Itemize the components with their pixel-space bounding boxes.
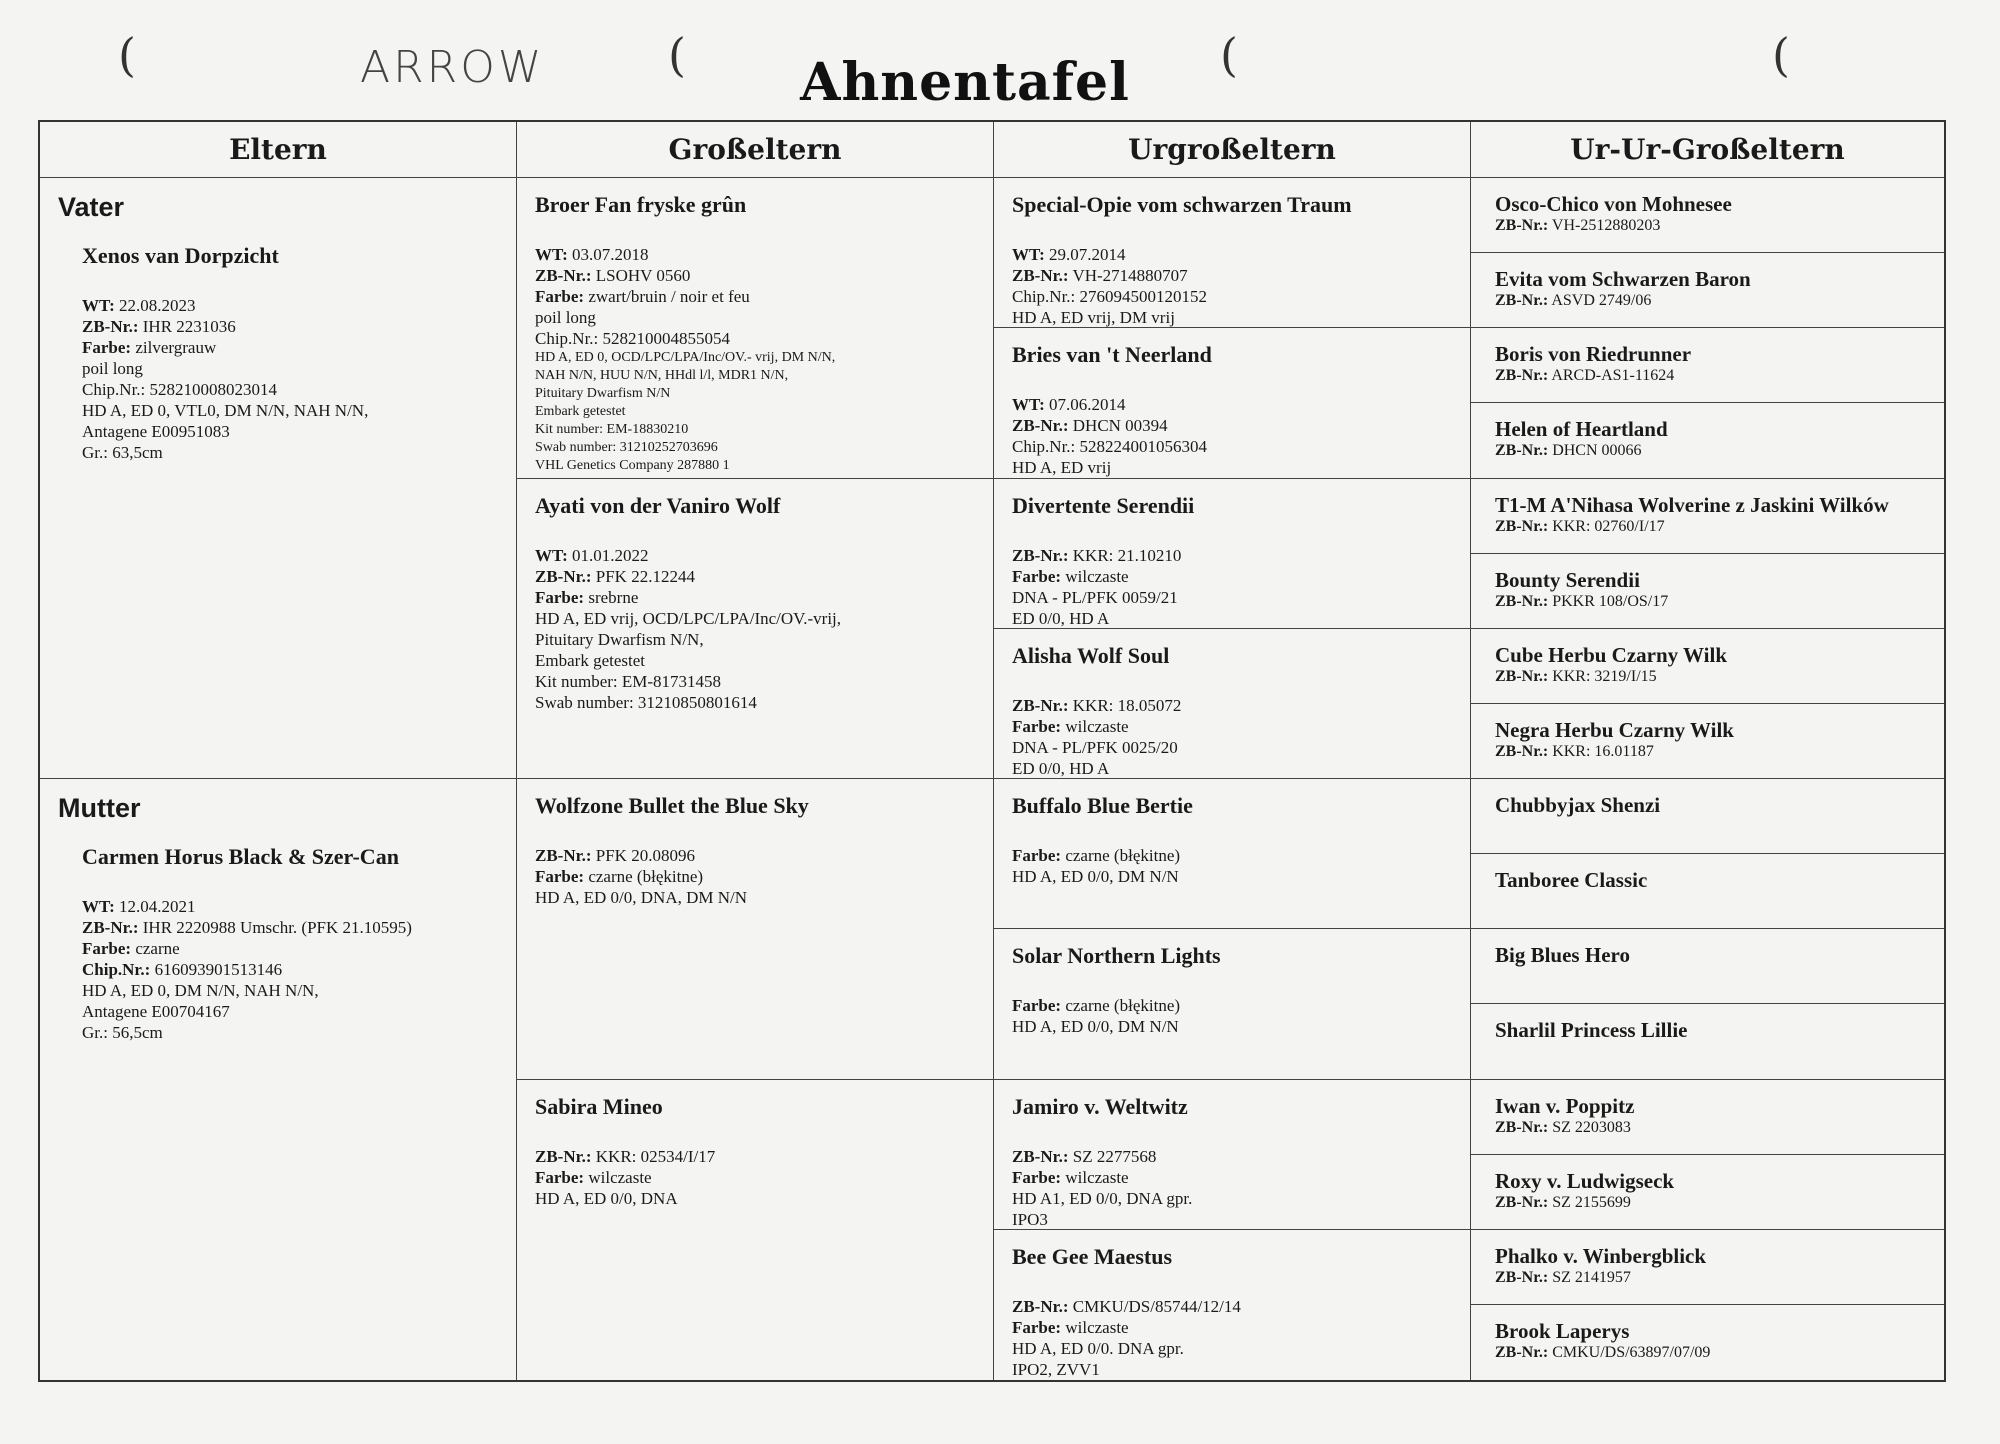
header-ur-ur-grosseltern: Ur-Ur-Großeltern <box>1471 122 1944 178</box>
dog-name: Solar Northern Lights <box>1012 943 1221 969</box>
great-great-grandparent-cell <box>1471 554 1944 629</box>
dog-details: WT: 07.06.2014 ZB-Nr.: DHCN 00394 Chip.Nr.: 528224001056304 HD A, ED vrij <box>1012 395 1208 478</box>
parent-vater <box>40 178 517 779</box>
dog-name: Bounty Serendii <box>1495 567 1640 592</box>
dog-details: WT: 01.01.2022 ZB-Nr.: PFK 22.12244 Farbe: srebrne HD A, ED vrij, OCD/LPC/LPA/Inc/OV.-vrij, Pituitary Dwarfism N/N, Embark getestet Kit number: EM-81731458 Swab number: 31210850801614 <box>535 545 842 712</box>
dog-registration: ZB-Nr.: KKR: 02760/I/17 <box>1495 517 1665 535</box>
dog-name: Special-Opie vom schwarzen Traum <box>1012 192 1352 217</box>
dog-details: WT: 29.07.2014 ZB-Nr.: VH-2714880707 Chip.Nr.: 276094500120152 HD A, ED vrij, DM vrij <box>1012 245 1208 327</box>
punch-hole-mark: ( <box>118 28 136 82</box>
dog-name: Broer Fan fryske grûn <box>535 192 747 217</box>
pedigree-table <box>38 120 1946 1382</box>
dog-details: ZB-Nr.: CMKU/DS/85744/12/14 Farbe: wilczaste HD A, ED 0/0. DNA gpr. IPO2, ZVV1 <box>1012 1296 1241 1379</box>
great-grandparent-cell <box>994 929 1471 1079</box>
header-eltern: Eltern <box>40 122 517 178</box>
great-great-grandparent-cell <box>1471 1305 1944 1380</box>
dog-registration: ZB-Nr.: ASVD 2749/06 <box>1495 292 1652 310</box>
dog-name: Carmen Horus Black & Szer-Can <box>82 844 399 869</box>
parent-role: Vater <box>58 192 125 222</box>
dog-registration: ZB-Nr.: PKKR 108/OS/17 <box>1495 592 1669 610</box>
dog-registration: ZB-Nr.: CMKU/DS/63897/07/09 <box>1495 1343 1711 1361</box>
punch-hole-mark: ( <box>1772 28 1790 82</box>
great-great-grandparent-cell <box>1471 1004 1944 1079</box>
dog-name: Ayati von der Vaniro Wolf <box>535 492 781 518</box>
grandparent-cell <box>517 779 994 1080</box>
great-great-grandparent-cell <box>1471 1080 1944 1155</box>
dog-details: ZB-Nr.: PFK 20.08096 Farbe: czarne (błękitne) HD A, ED 0/0, DNA, DM N/N <box>535 846 748 907</box>
great-great-grandparent-cell <box>1471 479 1944 554</box>
dog-name: T1-M A'Nihasa Wolverine z Jaskini Wilków <box>1495 492 1889 517</box>
great-grandparent-cell <box>994 779 1471 929</box>
grandparent-cell <box>517 1080 994 1381</box>
great-grandparent-cell <box>994 178 1471 328</box>
dog-registration: ZB-Nr.: DHCN 00066 <box>1495 442 1642 460</box>
great-great-grandparent-cell <box>1471 854 1944 929</box>
dog-registration: ZB-Nr.: SZ 2141957 <box>1495 1268 1631 1286</box>
dog-name: Sabira Mineo <box>535 1093 663 1119</box>
dog-details: WT: 12.04.2021 ZB-Nr.: IHR 2220988 Umschr. (PFK 21.10595) Farbe: czarne Chip.Nr.: 616093901513146 HD A, ED 0, DM N/N, NAH N/N, Antagene E00704167 Gr.: 56,5cm <box>82 897 412 1042</box>
dog-details: ZB-Nr.: KKR: 18.05072 Farbe: wilczaste DNA - PL/PFK 0025/20 ED 0/0, HD A <box>1012 695 1182 778</box>
dog-name: Divertente Serendii <box>1012 492 1195 518</box>
dog-name: Xenos van Dorpzicht <box>82 243 279 268</box>
dog-name: Negra Herbu Czarny Wilk <box>1495 717 1734 742</box>
dog-registration: ZB-Nr.: KKR: 16.01187 <box>1495 742 1654 760</box>
dog-details: WT: 03.07.2018 ZB-Nr.: LSOHV 0560 Farbe: zwart/bruin / noir et feu poil long Chip.Nr.: 528210004855054 HD A, ED 0, OCD/LPC/LPA/Inc/OV.- vrij, DM N/N, NAH N/N, HUU N/N, HHdl l/l, MDR1 N/N, Pituitary Dwarfism N/N Embark getestet Kit number: EM-18830210 Swab number: 31210252703696 VHL Genetics Company 287880 1 <box>535 245 836 473</box>
dog-name: Bee Gee Maestus <box>1012 1243 1173 1269</box>
dog-name: Jamiro v. Weltwitz <box>1012 1093 1188 1119</box>
dog-name: Alisha Wolf Soul <box>1012 642 1170 668</box>
great-grandparent-cell <box>994 1230 1471 1380</box>
dog-name: Iwan v. Poppitz <box>1495 1093 1635 1118</box>
dog-name: Evita vom Schwarzen Baron <box>1495 267 1751 292</box>
parent-role: Mutter <box>58 793 141 823</box>
great-grandparent-cell <box>994 1080 1471 1230</box>
dog-name: Bries van 't Neerland <box>1012 342 1212 368</box>
great-great-grandparent-cell <box>1471 1230 1944 1305</box>
dog-details: ZB-Nr.: KKR: 02534/I/17 Farbe: wilczaste HD A, ED 0/0, DNA <box>535 1146 716 1208</box>
dog-name: Tanboree Classic <box>1495 868 1648 893</box>
great-great-grandparent-cell <box>1471 779 1944 854</box>
great-great-grandparent-cell <box>1471 253 1944 328</box>
great-great-grandparent-cell <box>1471 1155 1944 1230</box>
great-grandparent-cell <box>994 479 1471 629</box>
dog-name: Sharlil Princess Lillie <box>1495 1018 1688 1043</box>
dog-name: Chubbyjax Shenzi <box>1495 793 1661 817</box>
dog-registration: ZB-Nr.: KKR: 3219/I/15 <box>1495 667 1657 685</box>
dog-name: Roxy v. Ludwigseck <box>1495 1168 1675 1193</box>
great-great-grandparent-cell <box>1471 929 1944 1004</box>
dog-name: Osco-Chico von Mohnesee <box>1495 192 1732 216</box>
punch-hole-mark: ( <box>668 28 686 82</box>
dog-name: Boris von Riedrunner <box>1495 342 1692 367</box>
dog-name: Brook Laperys <box>1495 1318 1630 1343</box>
page-title: Ahnentafel <box>800 52 1130 113</box>
header-urgrosseltern: Urgroßeltern <box>994 122 1471 178</box>
dog-details: ZB-Nr.: KKR: 21.10210 Farbe: wilczaste DNA - PL/PFK 0059/21 ED 0/0, HD A <box>1012 545 1182 628</box>
dog-registration: ZB-Nr.: ARCD-AS1-11624 <box>1495 367 1675 385</box>
dog-details: Farbe: czarne (błękitne) HD A, ED 0/0, DM N/N <box>1012 846 1181 886</box>
dog-registration: ZB-Nr.: SZ 2203083 <box>1495 1118 1631 1136</box>
dog-name: Wolfzone Bullet the Blue Sky <box>535 793 809 818</box>
parent-mutter <box>40 779 517 1380</box>
dog-details: WT: 22.08.2023 ZB-Nr.: IHR 2231036 Farbe: zilvergrauw poil long Chip.Nr.: 528210008023014 HD A, ED 0, VTL0, DM N/N, NAH N/N, Antagene E00951083 Gr.: 63,5cm <box>82 296 369 462</box>
great-great-grandparent-cell <box>1471 178 1944 253</box>
handwritten-note: ARROW <box>360 42 545 93</box>
great-great-grandparent-cell <box>1471 328 1944 403</box>
dog-name: Cube Herbu Czarny Wilk <box>1495 642 1728 667</box>
great-grandparent-cell <box>994 629 1471 779</box>
dog-registration: ZB-Nr.: SZ 2155699 <box>1495 1193 1631 1211</box>
dog-name: Phalko v. Winbergblick <box>1495 1243 1707 1268</box>
punch-hole-mark: ( <box>1220 28 1238 82</box>
header-grosseltern: Großeltern <box>517 122 994 178</box>
dog-details: ZB-Nr.: SZ 2277568 Farbe: wilczaste HD A1, ED 0/0, DNA gpr. IPO3 <box>1012 1146 1193 1229</box>
great-great-grandparent-cell <box>1471 704 1944 779</box>
dog-details: Farbe: czarne (błękitne) HD A, ED 0/0, DM N/N <box>1012 996 1181 1037</box>
great-great-grandparent-cell <box>1471 629 1944 704</box>
great-great-grandparent-cell <box>1471 403 1944 478</box>
grandparent-cell <box>517 479 994 780</box>
dog-registration: ZB-Nr.: VH-2512880203 <box>1495 217 1661 234</box>
dog-name: Big Blues Hero <box>1495 943 1630 968</box>
great-grandparent-cell <box>994 328 1471 478</box>
dog-name: Buffalo Blue Bertie <box>1012 793 1193 818</box>
dog-name: Helen of Heartland <box>1495 417 1668 442</box>
grandparent-cell <box>517 178 994 479</box>
